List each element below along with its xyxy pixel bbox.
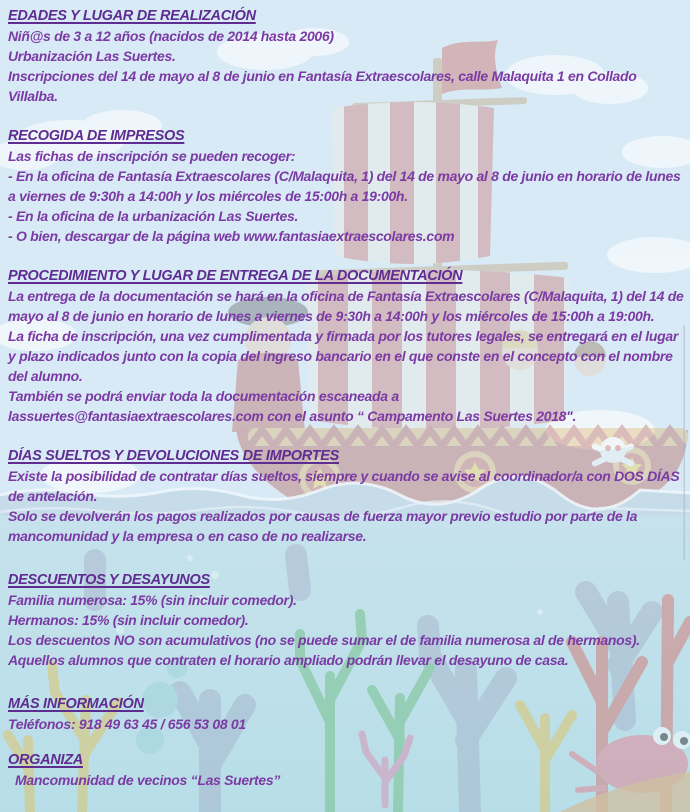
paragraph-inscripciones: Inscripciones del 14 de mayo al 8 de junio en Fantasía Extraescolares, calle Malaquita 1 en Collado Villalba. (8, 68, 637, 104)
section-heading-procedimiento: PROCEDIMIENTO Y LUGAR DE ENTREGA DE LA DOCUMENTACIÓN (8, 268, 463, 284)
section-heading-edades: EDADES Y LUGAR DE REALIZACIÓN (8, 8, 256, 24)
section-heading-organiza: ORGANIZA (8, 752, 83, 768)
bullet-oficina-urbanizacion: - En la oficina de la urbanización Las Suertes. (8, 208, 299, 224)
paragraph-lugar: Urbanización Las Suertes. (8, 48, 176, 64)
paragraph-email-address: lassuertes@fantasiaextraescolares.com con el asunto “ Campamento Las Suertes 2018". (8, 408, 577, 424)
bullet-website-url: - O bien, descargar de la página web www.fantasiaextraescolares.com (8, 228, 455, 244)
paragraph-mancomunidad: Mancomunidad de vecinos “Las Suertes” (15, 772, 281, 788)
section-heading-dias-sueltos: DÍAS SUELTOS Y DEVOLUCIONES DE IMPORTES (8, 448, 339, 464)
paragraph-no-acumulativos: Los descuentos NO son acumulativos (no se puede sumar el de familia numerosa al de hermanos). (8, 632, 640, 648)
paragraph-dias-sueltos: Existe la posibilidad de contratar días sueltos, siempre y cuando se avise al coordinador/a con DOS DÍAS de antelación. (8, 468, 680, 504)
paragraph-envio-escaneado: También se podrá enviar toda la documentación escaneada a (8, 388, 399, 404)
paragraph-edades-rango: Niñ@s de 3 a 12 años (nacidos de 2014 hasta 2006) (8, 28, 334, 44)
paragraph-desayuno: Aquellos alumnos que contraten el horario ampliado podrán llevar el desayuno de casa. (8, 652, 569, 668)
bullet-oficina-fantasia: - En la oficina de Fantasía Extraescolares (C/Malaquita, 1) del 14 de mayo al 8 de junio en horario de lunes a viernes de 9:30h a 14:00h y los miércoles de 15:00h a 19:00h. (8, 168, 681, 204)
section-dias-sueltos (8, 446, 684, 546)
section-recogida (8, 126, 684, 246)
paragraph-hermanos: Hermanos: 15% (sin incluir comedor). (8, 612, 249, 628)
section-mas-informacion (8, 694, 684, 734)
paragraph-entrega: La entrega de la documentación se hará en la oficina de Fantasía Extraescolares (C/Malaquita, 1) del 14 de mayo al 8 de junio en horario de lunes a viernes de 9:30h a 14:00h y los miércoles de 15:00h a 19:00h. (8, 288, 684, 324)
paragraph-devoluciones: Solo se devolverán los pagos realizados por causas de fuerza mayor previo estudio por parte de la mancomunidad y la empresa o en caso de no realizarse. (8, 508, 638, 544)
paragraph-recogida-intro: Las fichas de inscripción se pueden recoger: (8, 148, 296, 164)
section-organiza (8, 750, 684, 790)
section-heading-recogida: RECOGIDA DE IMPRESOS (8, 128, 185, 144)
section-procedimiento (8, 266, 684, 426)
paragraph-telefonos: Teléfonos: 918 49 63 45 / 656 53 08 01 (8, 716, 246, 732)
section-heading-descuentos: DESCUENTOS Y DESAYUNOS (8, 572, 210, 588)
paragraph-familia-numerosa: Familia numerosa: 15% (sin incluir comedor). (8, 592, 297, 608)
section-edades (8, 6, 684, 106)
section-descuentos (8, 570, 684, 670)
paragraph-ficha: La ficha de inscripción, una vez cumplimentada y firmada por los tutores legales, se entregará en el lugar y plazo indicados junto con la copia del ingreso bancario en el que conste en el concepto con el nombre del alumno. (8, 328, 678, 384)
section-heading-mas-informacion: MÁS INFORMACIÓN (8, 696, 144, 712)
